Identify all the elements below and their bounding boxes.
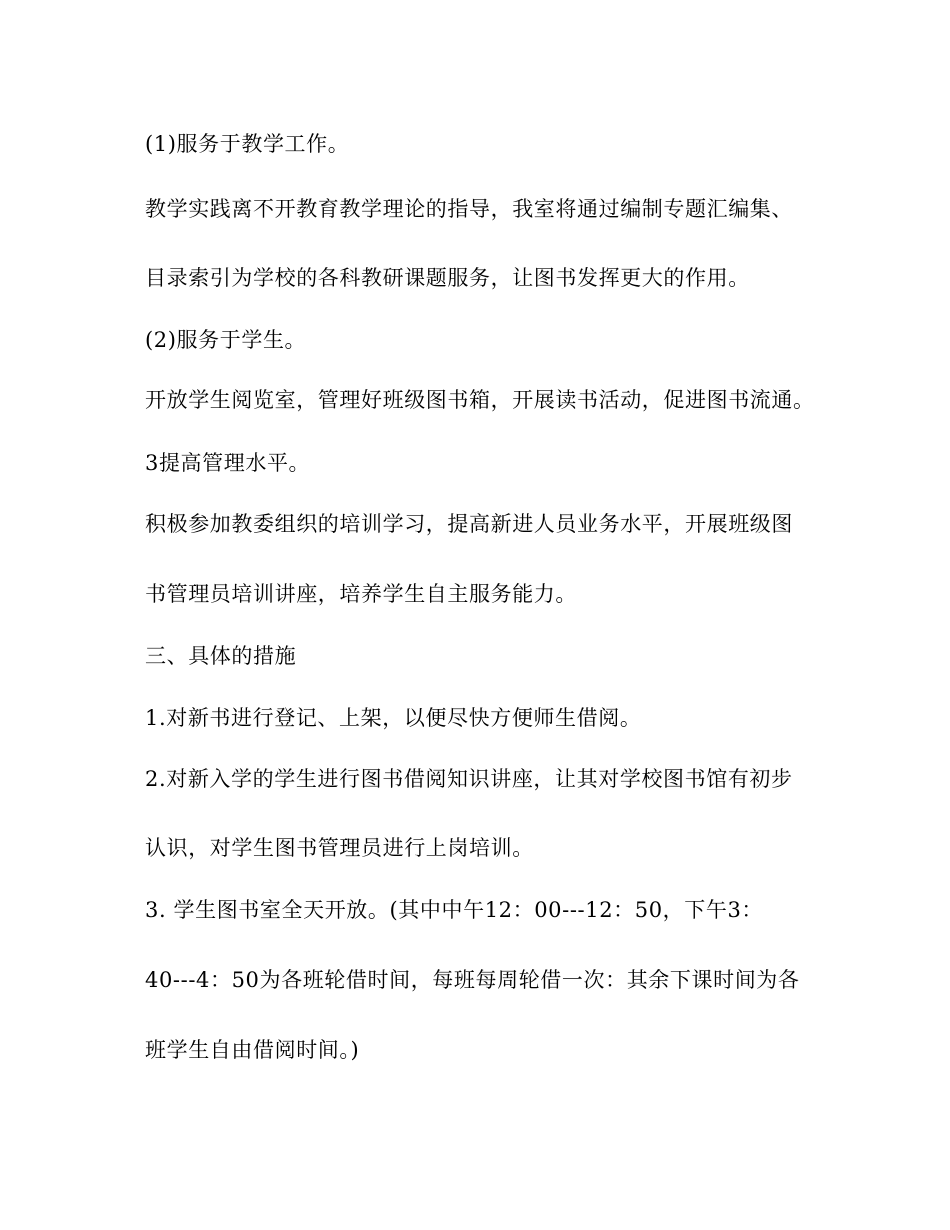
measure-1: 1.对新书进行登记、上架，以便尽快方便师生借阅。 — [145, 706, 642, 730]
paragraph-students: 开放学生阅览室，管理好班级图书箱，开展读书活动，促进图书流通。 — [145, 388, 815, 412]
item-heading-teaching: (1)服务于教学工作。 — [145, 132, 350, 156]
measure-3-line-3: 班学生自由借阅时间。) — [145, 1038, 360, 1062]
measure-2-line-1: 2.对新入学的学生进行图书借阅知识讲座，让其对学校图书馆有初步 — [145, 767, 793, 791]
paragraph-management-line-2: 书管理员培训讲座，培养学生自主服务能力。 — [145, 582, 577, 606]
measure-3-line-2: 40---4：50为各班轮借时间，每班每周轮借一次：其余下课时间为各 — [145, 968, 800, 992]
measure-2-line-2: 认识，对学生图书管理员进行上岗培训。 — [145, 836, 534, 860]
paragraph-teaching-line-2: 目录索引为学校的各科教研课题服务，让图书发挥更大的作用。 — [145, 266, 750, 290]
measure-3-line-1: 3. 学生图书室全天开放。(其中中午12：00---12：50，下午3： — [145, 898, 764, 922]
item-heading-management: 3提高管理水平。 — [145, 451, 311, 475]
item-heading-students: (2)服务于学生。 — [145, 328, 307, 352]
paragraph-management-line-1: 积极参加教委组织的培训学习，提高新进人员业务水平，开展班级图 — [145, 512, 793, 536]
paragraph-teaching-line-1: 教学实践离不开教育教学理论的指导，我室将通过编制专题汇编集、 — [145, 197, 793, 221]
section-heading-measures: 三、具体的措施 — [145, 644, 297, 668]
